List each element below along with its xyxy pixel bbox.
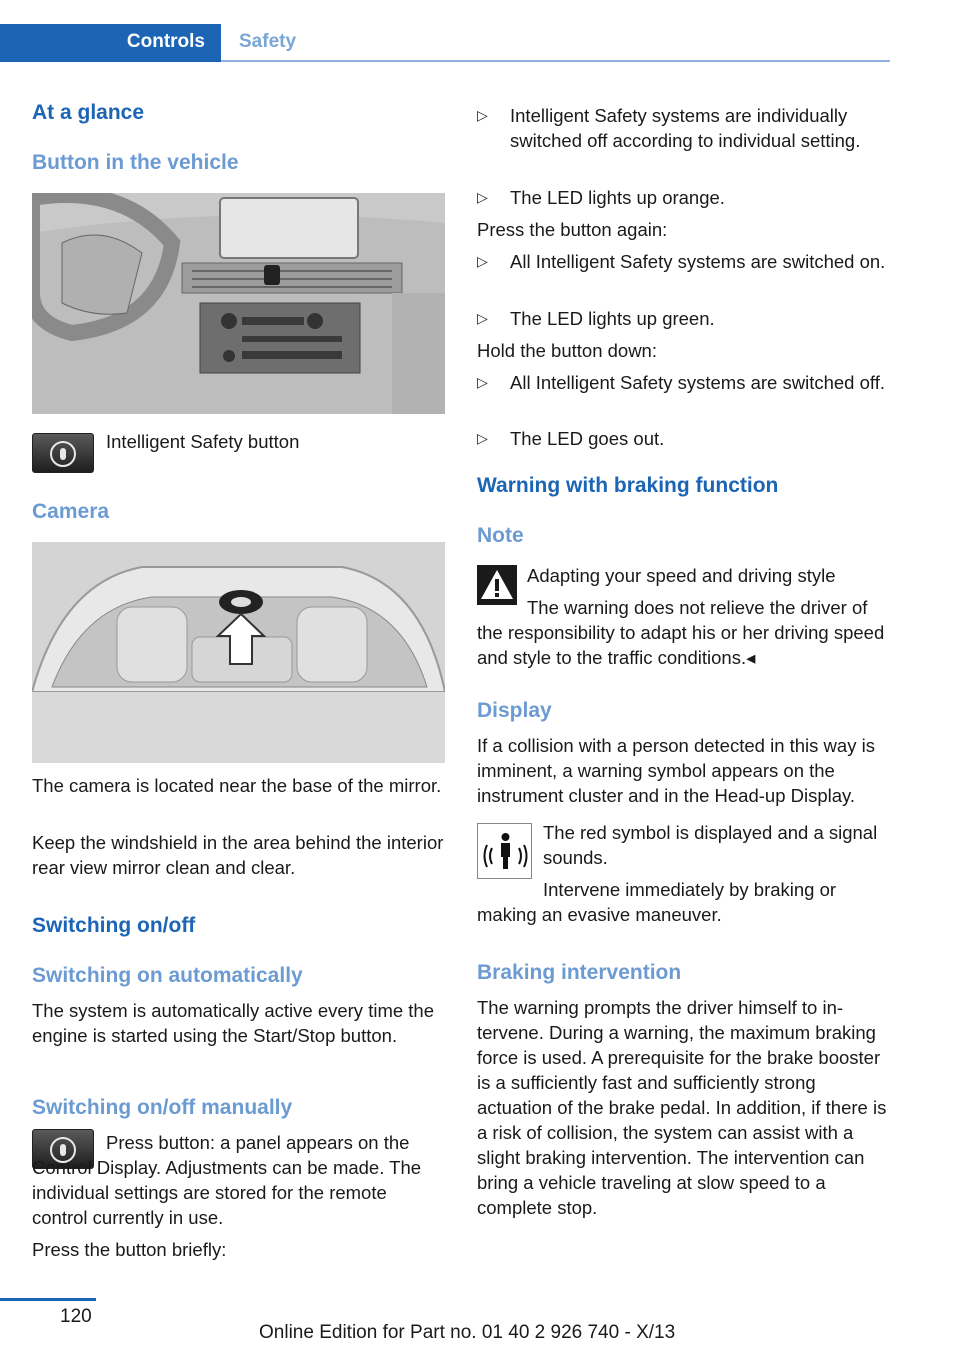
symbol-text: The red symbol is displayed and a signal sounds. xyxy=(543,822,878,868)
heading-button-in-vehicle: Button in the vehicle xyxy=(32,151,239,174)
bullet-arrow-icon: ▷ xyxy=(477,310,488,326)
header-divider xyxy=(221,60,890,62)
note-title: Adapting your speed and driving style xyxy=(527,565,836,586)
heading-camera: Camera xyxy=(32,500,110,523)
heading-warning-braking: Warning with braking function xyxy=(477,474,779,497)
header-tab-controls[interactable]: Controls xyxy=(0,24,221,62)
camera-location-text: The camera is located near the base of the mirror. xyxy=(32,775,442,796)
display-text: If a collision with a person detected in this way is imminent, a warning symbol appears on the instrument cluster and in the Head-up Display. xyxy=(477,735,875,806)
page-number: 120 xyxy=(60,1306,92,1327)
heading-switching-on-off: Switching on/off xyxy=(32,914,196,937)
list-item: ▷ Intelligent Safety systems are individually switched off according to individual setting. xyxy=(477,105,861,151)
footer-accent-line xyxy=(0,1298,96,1301)
manual-press-text: Press button: a panel appears on the Control Display. Adjustments can be made. The individual settings are stored for the remote control currently in use. xyxy=(32,1132,422,1228)
heading-display: Display xyxy=(477,699,552,722)
pedestrian-warning-icon xyxy=(477,823,532,879)
bullet-arrow-icon: ▷ xyxy=(477,253,488,269)
heading-switching-manually: Switching on/off manually xyxy=(32,1096,293,1119)
press-briefly-text: Press the button briefly: xyxy=(32,1239,227,1260)
note-text: The warning does not relieve the driver of the responsibility to adapt his or her driving speed and style to the traffic conditions.◂ xyxy=(477,597,885,668)
press-again-text: Press the button again: xyxy=(477,219,668,240)
intelligent-safety-button-icon xyxy=(32,433,94,473)
bullet-arrow-icon: ▷ xyxy=(477,189,488,205)
page-header xyxy=(0,24,890,62)
heading-braking-intervention: Braking intervention xyxy=(477,961,682,984)
bullet-arrow-icon: ▷ xyxy=(477,374,488,390)
heading-at-a-glance: At a glance xyxy=(32,101,145,124)
intervene-text: Intervene immediately by braking or making an evasive maneuver. xyxy=(477,879,837,925)
list-item: ▷ The LED lights up green. xyxy=(477,308,715,329)
list-item: ▷ All Intelligent Safety systems are switched off. xyxy=(477,372,885,393)
edition-footer: Online Edition for Part no. 01 40 2 926 740 - X/13 xyxy=(259,1322,676,1343)
dashboard-image xyxy=(32,193,445,414)
bullet-arrow-icon: ▷ xyxy=(477,430,488,446)
hold-down-text: Hold the button down: xyxy=(477,340,657,361)
heading-note: Note xyxy=(477,524,524,547)
camera-keep-clean-text: Keep the windshield in the area behind the interior rear view mirror clean and clear. xyxy=(32,832,444,878)
header-tab-safety[interactable]: Safety xyxy=(239,31,297,52)
button-caption: Intelligent Safety button xyxy=(106,431,300,452)
camera-image xyxy=(32,542,445,763)
heading-switching-on-automatically: Switching on automatically xyxy=(32,964,303,987)
list-item: ▷ The LED goes out. xyxy=(477,428,665,449)
list-item: ▷ The LED lights up orange. xyxy=(477,187,725,208)
braking-text: The warning prompts the driver himself to intervene. During a warning, the maximum braking force is used. A prerequisite for the brake booster is a sufficiently fast and sufficiently strong actuation of the brake pedal. In addition, if there is a risk of collision, the system can assist with a slight braking intervention. The intervention can bring a vehicle traveling at slow speed to a complete stop. xyxy=(477,997,887,1218)
list-item: ▷ All Intelligent Safety systems are switched on. xyxy=(477,251,886,272)
auto-active-text: The system is automatically active every time the engine is started using the Start/Stop button. xyxy=(32,1000,435,1046)
bullet-arrow-icon: ▷ xyxy=(477,107,488,123)
